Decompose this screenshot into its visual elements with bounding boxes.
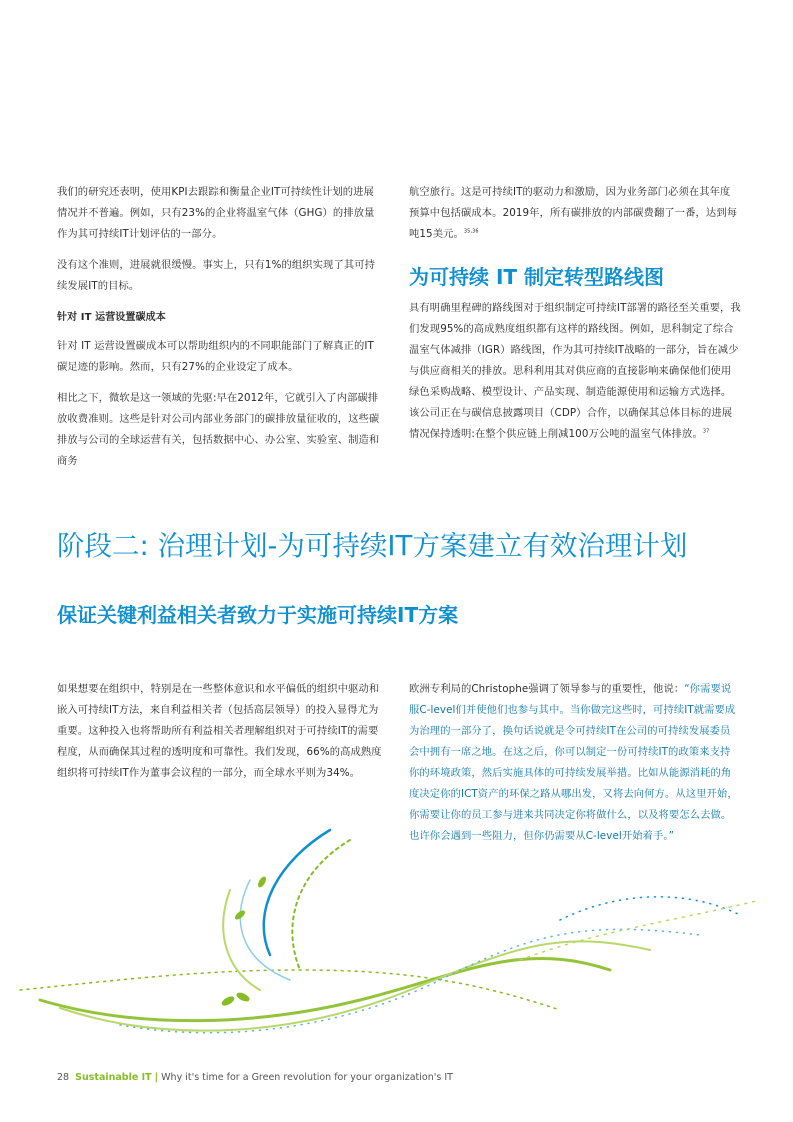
swirl-line (60, 941, 650, 1030)
paragraph (409, 182, 739, 245)
right-column-top (409, 182, 739, 267)
paragraph: 我们的研究还表明，使用KPI去跟踪和衡量企业IT可持续性计划的进展情况并不普遍。例如，只有23%的企业将温室气体（GHG）的排放量作为其可持续IT计划评估的一部分。 (57, 186, 375, 240)
page-footer (57, 1071, 453, 1085)
leaf-icon (256, 875, 267, 888)
section-subtitle: 保证关键利益相关者致力于实施可持续IT方案 (57, 603, 459, 627)
quote-intro: 欧洲专利局的Christophe强调了领导参与的重要性，他说： (409, 683, 685, 695)
paragraph: 没有这个准则，进展就很缓慢。事实上，只有1%的组织实现了其可持续发展IT的目标。 (57, 259, 376, 292)
swirl-line (120, 929, 700, 1032)
page-number: 28 (57, 1072, 70, 1083)
swirl-line (40, 958, 610, 1020)
section-title: 阶段二: 治理计划-为可持续IT方案建立有效治理计划 (57, 530, 688, 562)
footnote-ref: 35,36 (463, 228, 479, 235)
paragraph: 相比之下，微软是这一领域的先驱:早在2012年，它就引入了内部碳排放收费准则。这些是针对公司内部业务部门的碳排放量征收的，这些碳排放与公司的全球运营有关，包括数据中心、办公室、实验室、制造和商务 (57, 392, 380, 467)
leaf-icon (235, 991, 251, 1003)
footer-tagline: Why it's time for a Green revolution for your organization's IT (161, 1072, 453, 1083)
left-column-bottom (57, 679, 382, 794)
swirl-line (264, 830, 330, 955)
paragraph (409, 298, 741, 445)
left-column-top (57, 182, 382, 482)
decorative-swirl-illustration (0, 820, 793, 1060)
swirl-line (240, 880, 290, 980)
swirl-line (560, 897, 740, 920)
footer-brand: Sustainable IT (75, 1072, 152, 1083)
swirl-line (292, 840, 350, 970)
paragraph: 如果想要在组织中，特别是在一些整体意识和水平偏低的组织中驱动和嵌入可持续IT方法，来自利益相关者（包括高层领导）的投入显得尤为重要。这种投入也将帮助所有利益相关者理解组织对于可持续IT的需要程度，从而确保其过程的透明度和可靠性。我们发现，66%的高成熟度组织将可持续IT作为董事会议程的一部分，而全球水平则为34%。 (57, 683, 382, 779)
quote-text: “你需要说服C-level们并使他们也参与其中。当你做完这些时，可持续IT就需要成为治理的一部分了，换句话说就是令可持续IT在公司的可持续发展委员会中拥有一席之地。在这之后，你可以制定一份可持续IT的政策来支持你的环境政策，然后实施具体的可持续发展举措。比如从能源消耗的角度决定你的ICT资产的环保之路从哪出发，又将去向何方。从这里开始，你需要让你的员工参与进来共同决定你将做什么，以及将要怎么去做。也许你会遇到一些阻力，但你仍需要从C-level开始着手。” (409, 683, 738, 842)
paragraph: 针对 IT 运营设置碳成本可以帮助组织内的不同职能部门了解真正的IT碳足迹的影响。然而，只有27%的企业设定了成本。 (57, 340, 374, 373)
swirl-line (20, 970, 560, 1010)
paragraph-text: 航空旅行。这是可持续IT的驱动力和激励，因为业务部门必须在其年度预算中包括碳成本。2019年，所有碳排放的内部碳费翻了一番，达到每吨15美元。 (409, 186, 738, 240)
paragraph-text: 具有明确里程碑的路线图对于组织制定可持续IT部署的路径至关重要，我们发现95%的高成熟度组织都有这样的路线图。例如，思科制定了综合温室气体减排（IGR）路线图，作为其可持续IT战略的一部分，旨在减少与供应商相关的排放。思科利用其对供应商的直接影响来确保他们使用绿色采购战略、模型设计、产品实现、制造能源使用和运输方式选择。该公司正在与碳信息披露项目（CDP）合作，以确保其总体目标的进展情况保持透明:在整个供应链上削减100万公吨的温室气体排放。 (409, 302, 741, 440)
footnote-ref: 37 (702, 428, 710, 435)
right-column-roadmap (409, 298, 741, 455)
subheading-carbon-cost: 针对 IT 运营设置碳成本 (57, 312, 166, 323)
leaf-icon (220, 994, 236, 1007)
roadmap-heading: 为可持续 IT 制定转型路线图 (409, 265, 665, 289)
footer-separator: | (154, 1072, 159, 1083)
swirl-line (520, 900, 760, 960)
